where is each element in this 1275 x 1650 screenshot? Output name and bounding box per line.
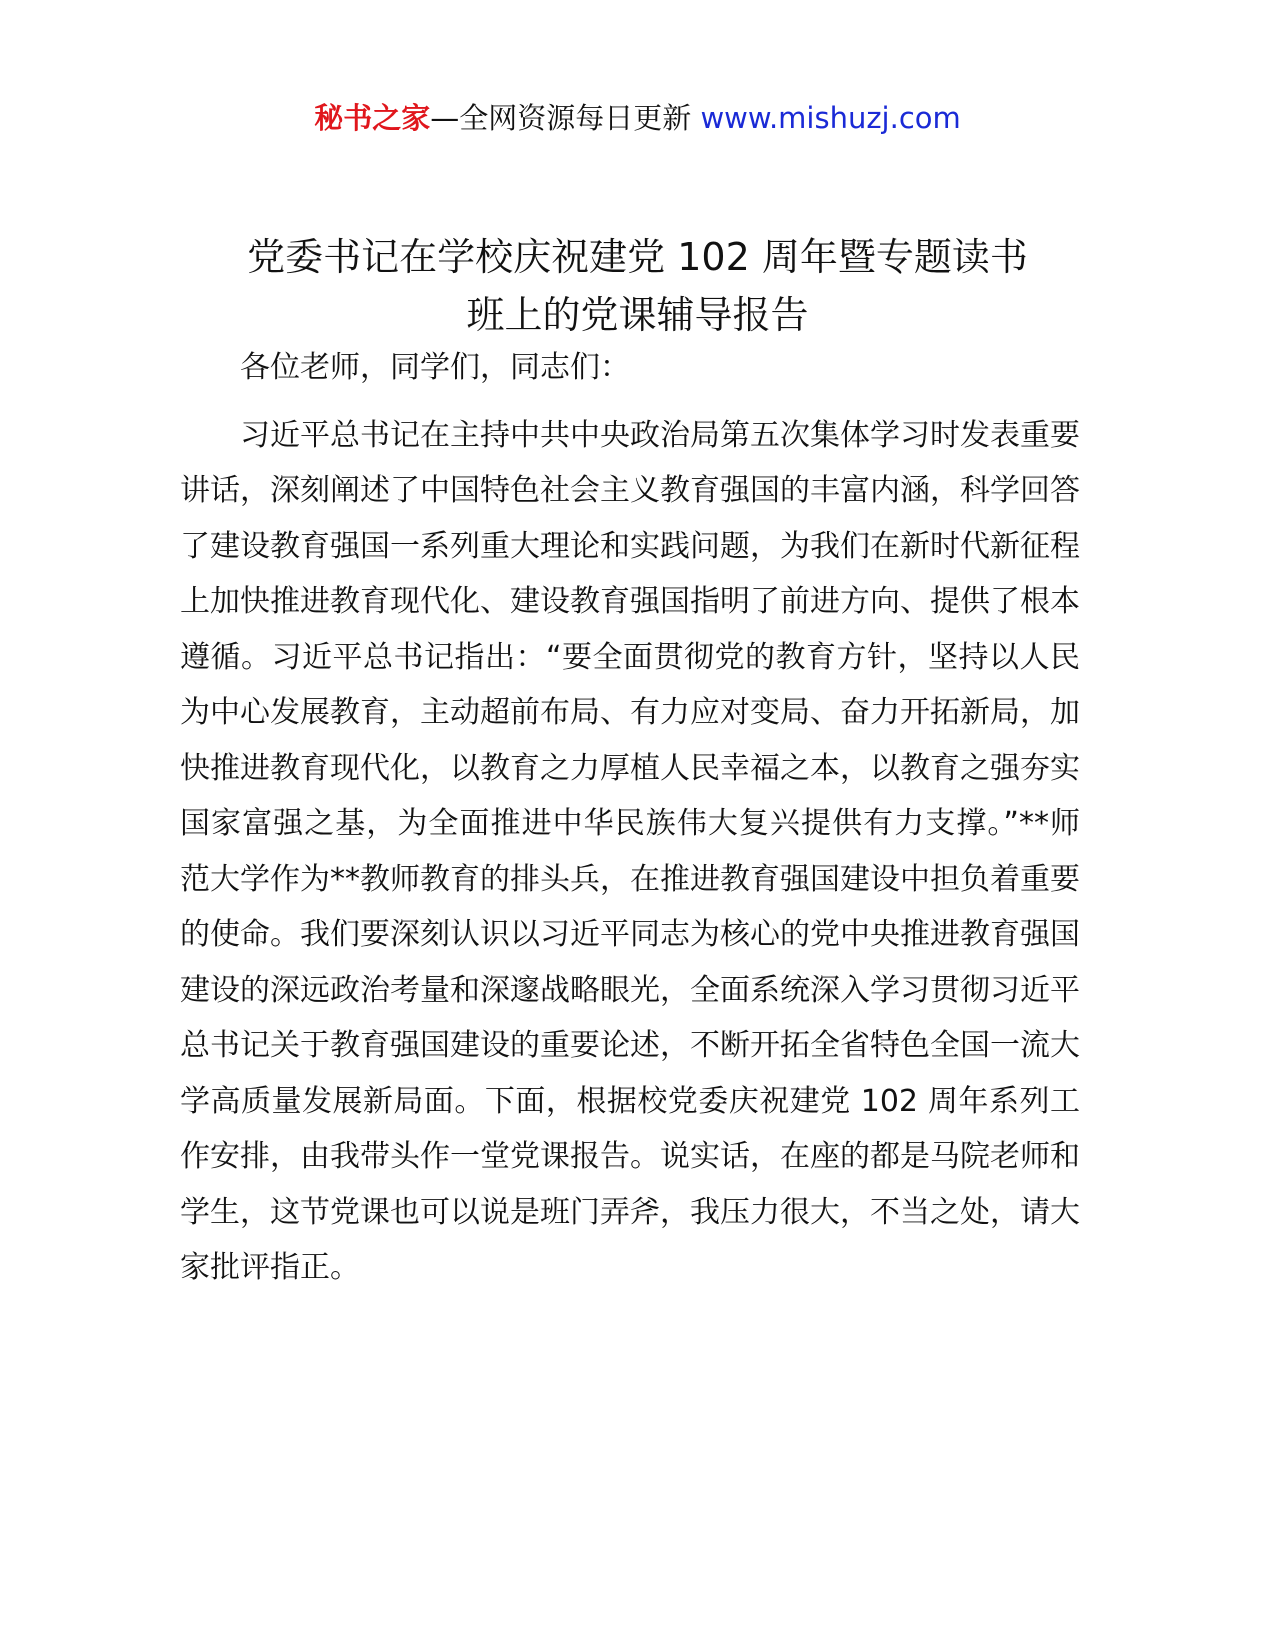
site-url-link[interactable]: www.mishuzj.com xyxy=(700,101,961,135)
greeting-paragraph: 各位老师，同学们，同志们： xyxy=(240,350,630,385)
document-title-line-2: 班上的党课辅导报告 xyxy=(466,293,809,337)
document-title-line-1: 党委书记在学校庆祝建党 102 周年暨专题读书 xyxy=(247,235,1028,279)
document-title xyxy=(180,228,1095,344)
site-tagline: —全网资源每日更新 xyxy=(430,101,701,135)
site-brand: 秘书之家 xyxy=(314,101,431,135)
document-body xyxy=(180,340,1080,1296)
body-paragraph-1: 习近平总书记在主持中共中央政治局第五次集体学习时发表重要讲话，深刻阐述了中国特色社会主义教育强国的丰富内涵，科学回答了建设教育强国一系列重大理论和实践问题，为我们在新时代新征程上加快推进教育现代化、建设教育强国指明了前进方向、提供了根本遵循。习近平总书记指出：“要全面贯彻党的教育方针，坚持以人民为中心发展教育，主动超前布局、有力应对变局、奋力开拓新局，加快推进教育现代化，以教育之力厚植人民幸福之本，以教育之强夯实国家富强之基，为全面推进中华民族伟大复兴提供有力支撑。”**师范大学作为**教师教育的排头兵，在推进教育强国建设中担负着重要的使命。我们要深刻认识以习近平同志为核心的党中央推进教育强国建设的深远政治考量和深邃战略眼光，全面系统深入学习贯彻习近平总书记关于教育强国建设的重要论述，不断开拓全省特色全国一流大学高质量发展新局面。下面，根据校党委庆祝建党 102 周年系列工作安排，由我带头作一堂党课报告。说实话，在座的都是马院老师和学生，这节党课也可以说是班门弄斧，我压力很大，不当之处，请大家批评指正。 xyxy=(180,417,1080,1285)
site-header xyxy=(0,98,1275,138)
